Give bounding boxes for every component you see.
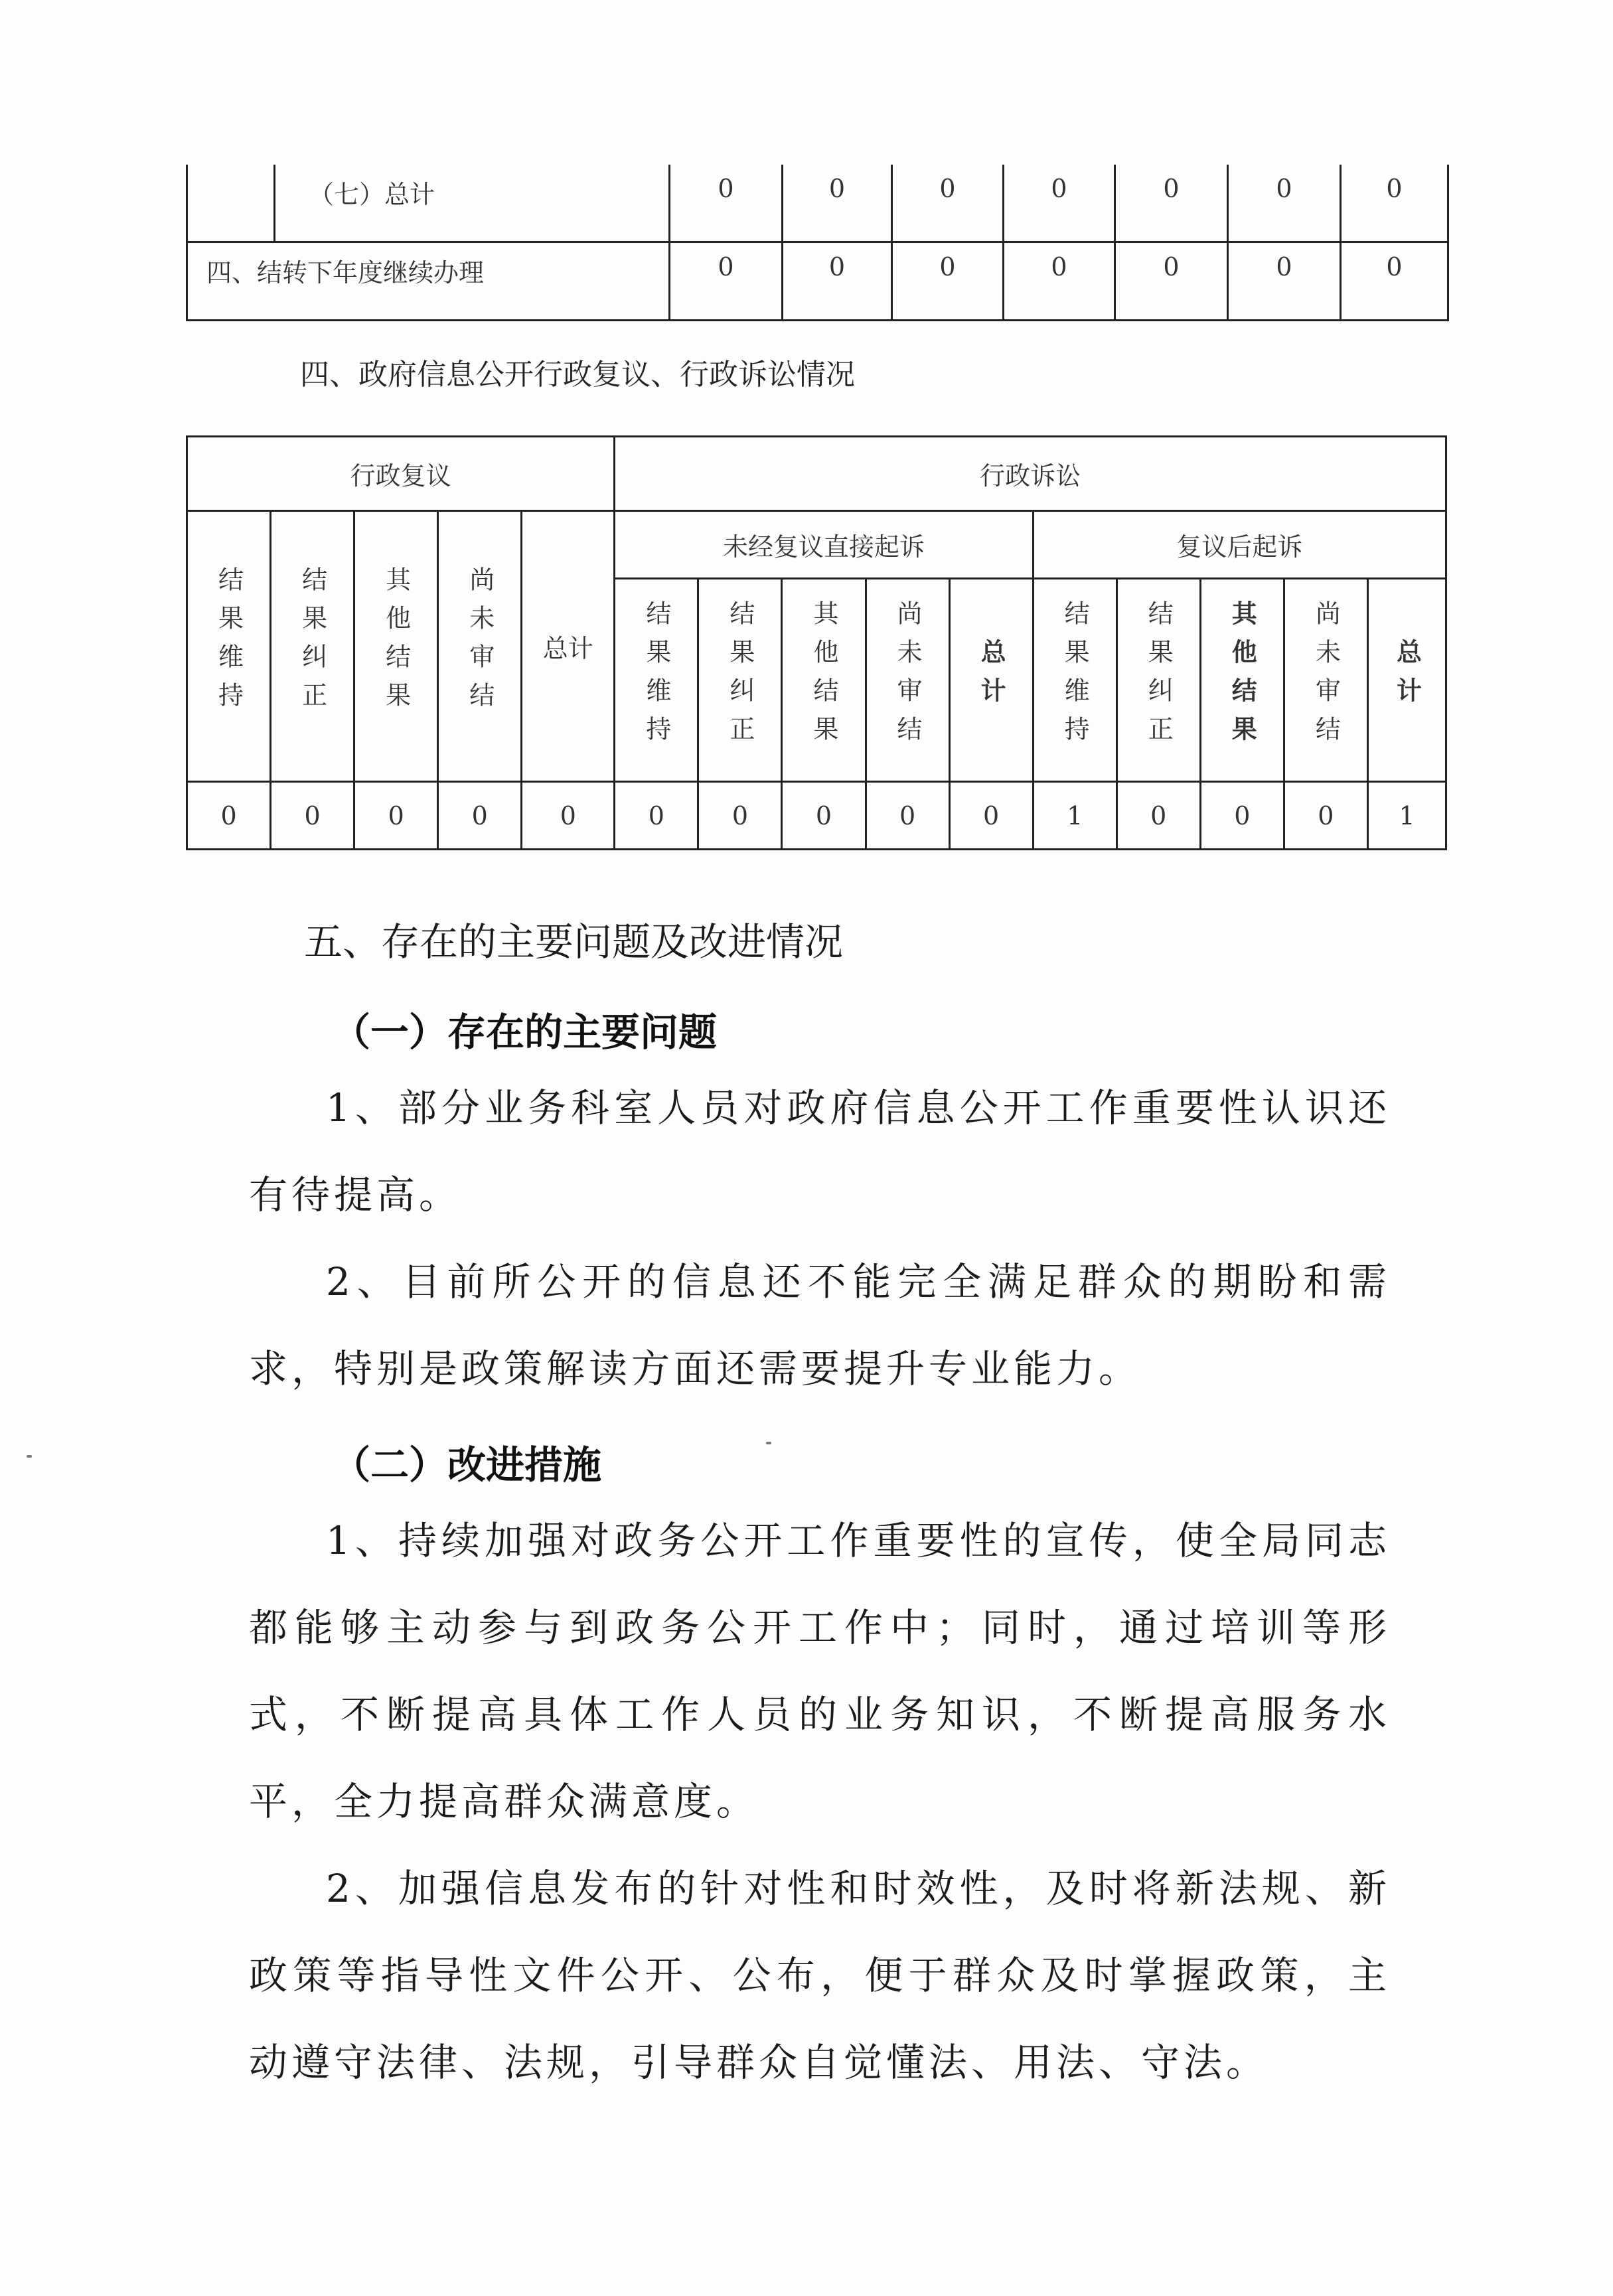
column-header: 总计 — [949, 579, 1033, 782]
subgroup-header-direct: 未经复议直接起诉 — [615, 511, 1033, 579]
table-cell: 0 — [354, 782, 438, 850]
table-cell: 0 — [949, 782, 1033, 850]
table-row — [187, 782, 1446, 850]
table-cell: 1 — [1033, 782, 1116, 850]
table-cell: 0 — [1004, 242, 1115, 321]
column-header: 结果纠正 — [271, 511, 354, 782]
column-header: 总计 — [1367, 579, 1446, 782]
table-row — [187, 242, 1448, 321]
table-cell: 0 — [1116, 782, 1200, 850]
column-header: 结果纠正 — [698, 579, 782, 782]
column-header: 尚未审结 — [866, 579, 949, 782]
table-cell: 0 — [1228, 165, 1341, 242]
review-litigation-table — [186, 435, 1447, 850]
group-header-litigation: 行政诉讼 — [615, 437, 1446, 511]
column-header: 其他结果 — [1200, 579, 1284, 782]
row-label: （七）总计 — [275, 165, 670, 242]
group-header-review: 行政复议 — [187, 437, 615, 511]
table-cell: 0 — [1228, 242, 1341, 321]
table-row — [187, 437, 1446, 511]
column-header: 结果纠正 — [1116, 579, 1200, 782]
table-cell: 0 — [271, 782, 354, 850]
column-header: 尚未审结 — [438, 511, 522, 782]
top-summary-table — [186, 165, 1449, 321]
table-cell: 0 — [1115, 165, 1228, 242]
table-cell: 0 — [438, 782, 522, 850]
table-cell: 0 — [522, 782, 615, 850]
section-4-title: 四、政府信息公开行政复议、行政诉讼情况 — [300, 358, 855, 392]
column-header: 结果维持 — [1033, 579, 1116, 782]
table-cell: 0 — [1284, 782, 1367, 850]
table-cell: 0 — [1200, 782, 1284, 850]
table-cell: 0 — [1341, 242, 1448, 321]
table-cell: 0 — [892, 242, 1004, 321]
table-row — [187, 511, 1446, 579]
scan-speck — [27, 1455, 32, 1458]
column-header: 结果维持 — [187, 511, 271, 782]
table-cell — [187, 165, 275, 242]
section-5-title: 五、存在的主要问题及改进情况 — [304, 919, 844, 964]
table-cell: 0 — [1341, 165, 1448, 242]
scan-speck — [766, 1442, 771, 1444]
table-cell: 0 — [866, 782, 949, 850]
table-cell: 0 — [615, 782, 698, 850]
table-cell: 0 — [670, 165, 783, 242]
table-cell: 0 — [782, 782, 866, 850]
table-row — [187, 165, 1448, 242]
table-cell: 0 — [1004, 165, 1115, 242]
paragraph-measure-1: 1、持续加强对政务公开工作重要性的宣传，使全局同志都能够主动参与到政务公开工作中；同时，通过培训等形式，不断提高具体工作人员的业务知识，不断提高服务水平，全力提高群众满意度。 — [249, 1518, 1391, 1824]
paragraph-problem-1: 1、部分业务科室人员对政府信息公开工作重要性认识还有待提高。 — [249, 1085, 1391, 1217]
table-cell: 0 — [698, 782, 782, 850]
subsection-problems-title: （一）存在的主要问题 — [332, 1010, 718, 1055]
column-header: 尚未审结 — [1284, 579, 1367, 782]
table-cell: 0 — [1115, 242, 1228, 321]
subgroup-header-after-review: 复议后起诉 — [1033, 511, 1446, 579]
row-label: 四、结转下年度继续办理 — [187, 242, 670, 321]
table-cell: 0 — [670, 242, 783, 321]
paragraph-measure-2: 2、加强信息发布的针对性和时效性，及时将新法规、新政策等指导性文件公开、公布，便于群众及时掌握政策，主动遵守法律、法规，引导群众自觉懂法、用法、守法。 — [249, 1866, 1391, 2085]
table-cell: 1 — [1367, 782, 1446, 850]
table-cell: 0 — [783, 165, 892, 242]
subsection-measures-title: （二）改进措施 — [332, 1442, 602, 1488]
paragraph-problem-2: 2、目前所公开的信息还不能完全满足群众的期盼和需求，特别是政策解读方面还需要提升专业能力。 — [249, 1259, 1391, 1391]
column-header: 其他结果 — [354, 511, 438, 782]
table-cell: 0 — [892, 165, 1004, 242]
column-header: 总计 — [522, 511, 615, 782]
column-header: 结果维持 — [615, 579, 698, 782]
column-header: 其他结果 — [782, 579, 866, 782]
table-cell: 0 — [187, 782, 271, 850]
table-cell: 0 — [783, 242, 892, 321]
